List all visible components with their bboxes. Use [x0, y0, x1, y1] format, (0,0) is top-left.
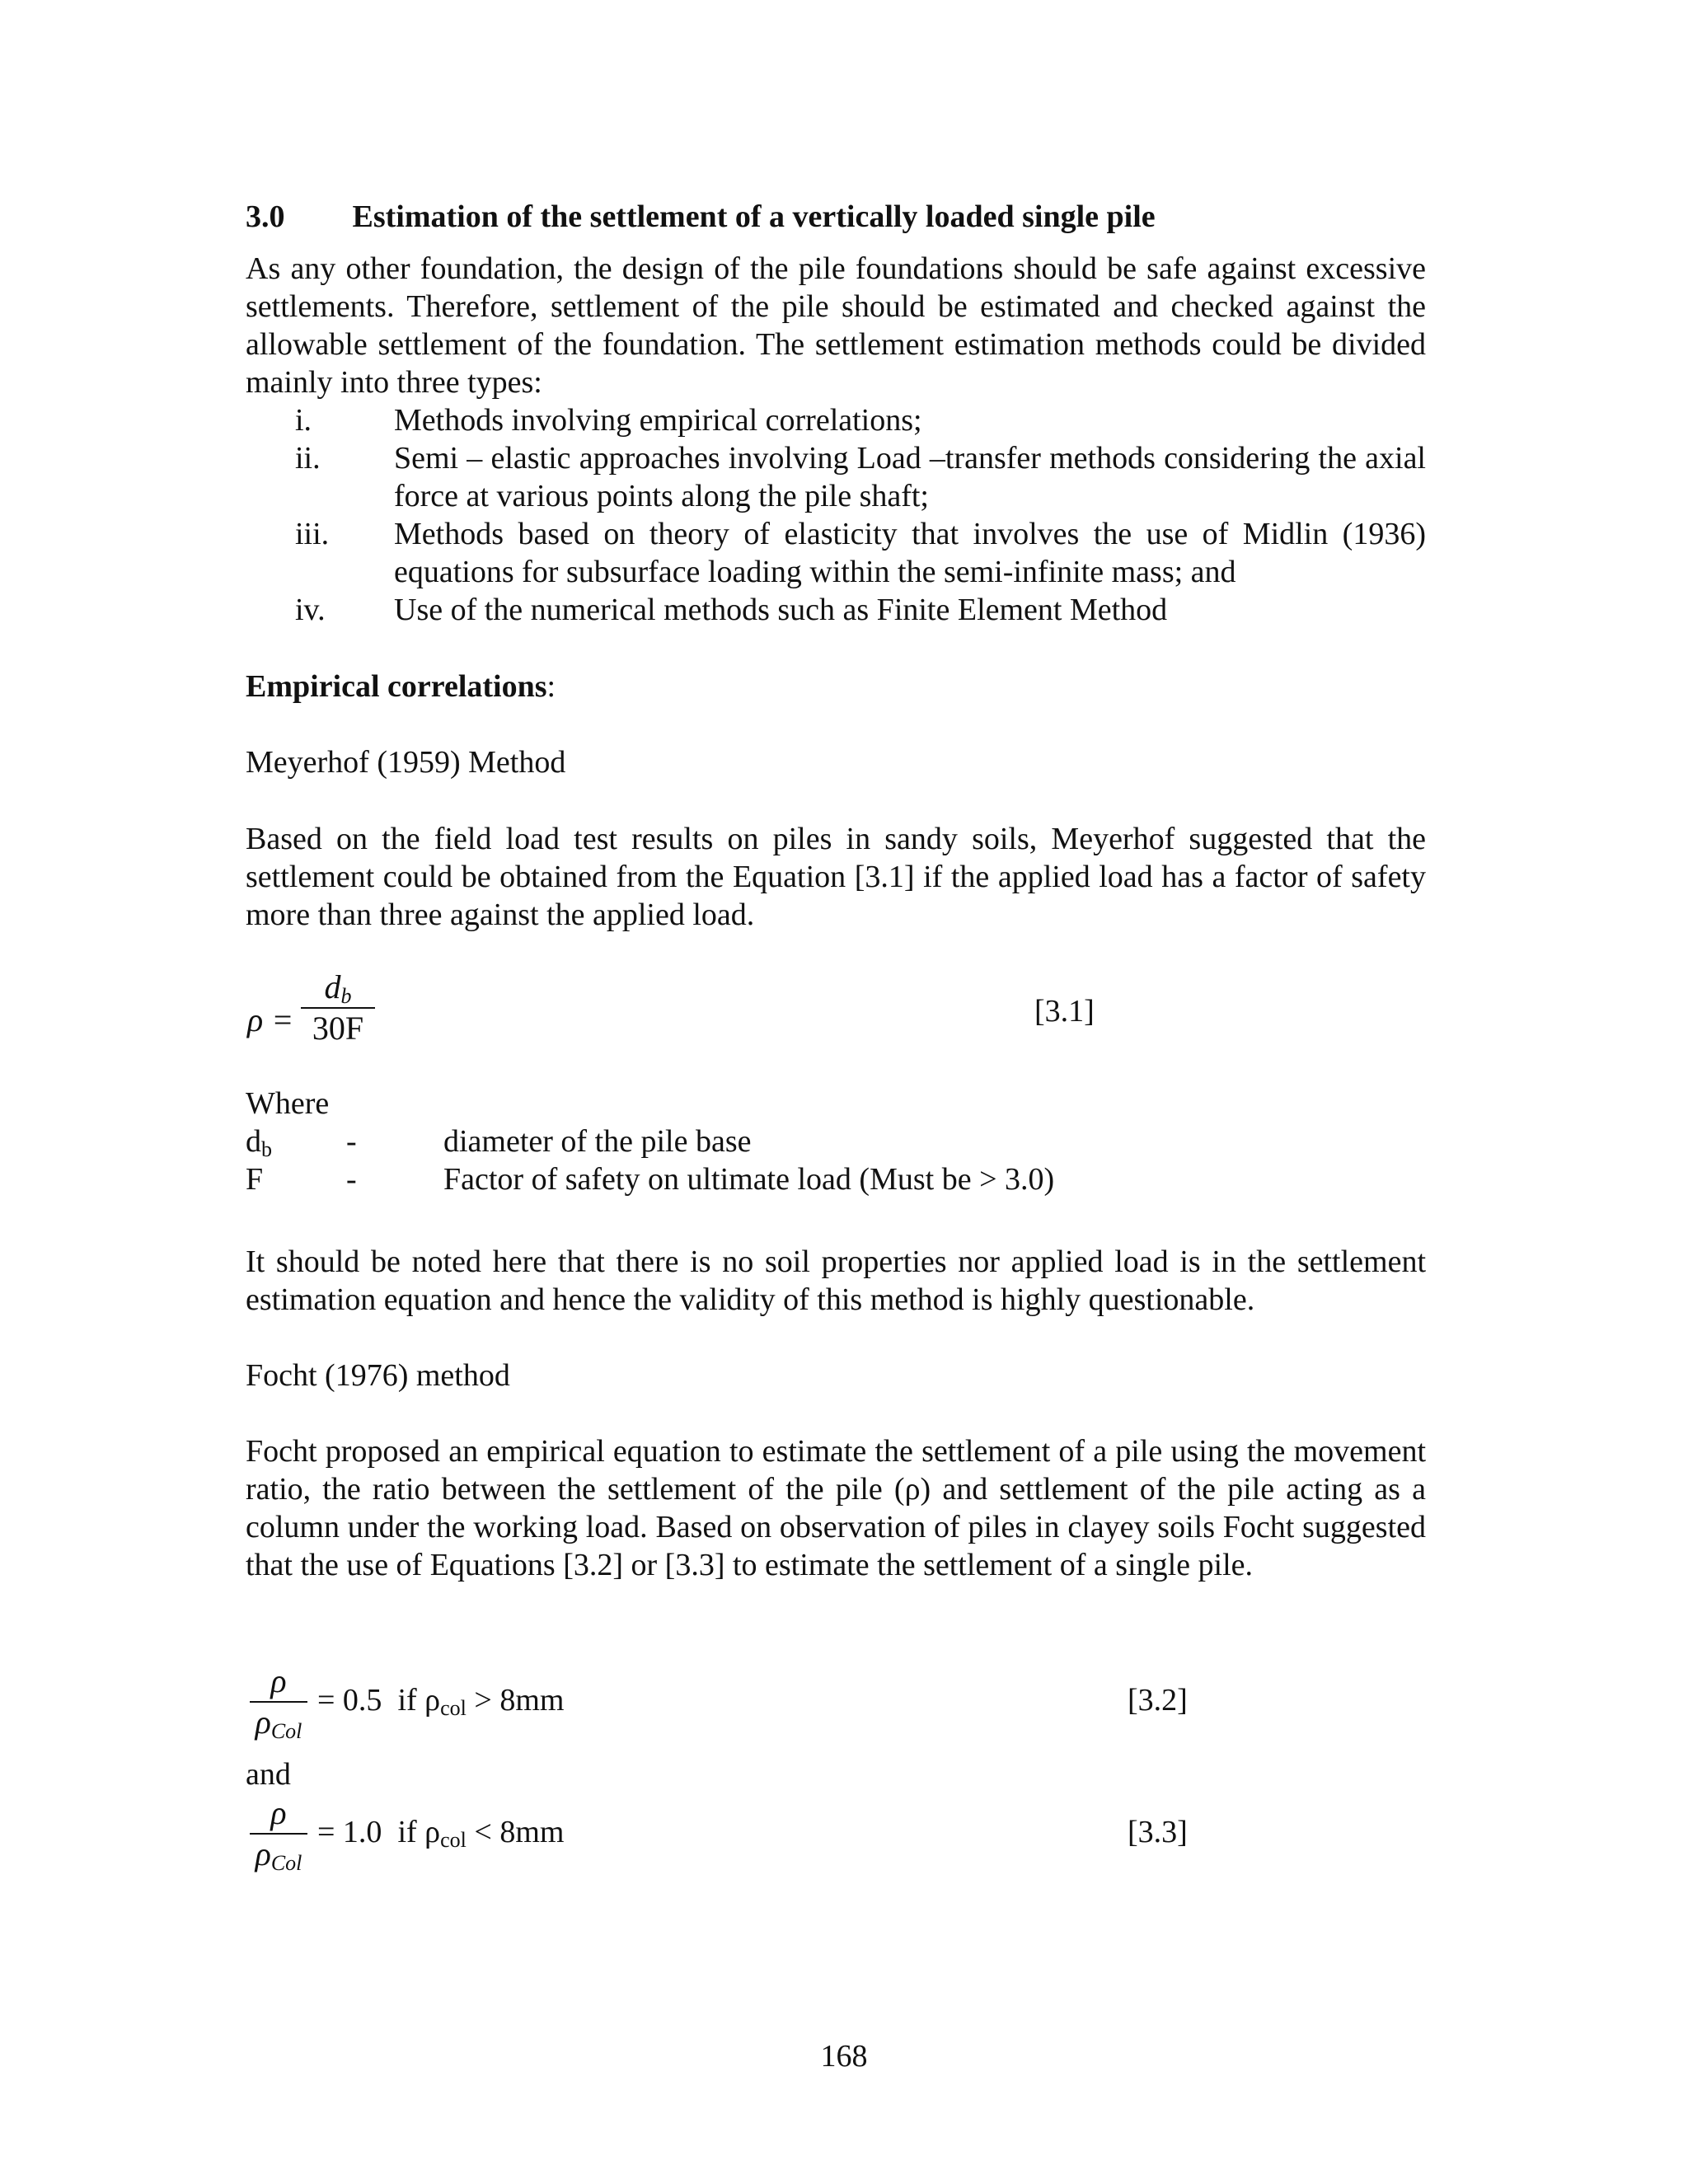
eq31-fraction: [301, 968, 375, 1047]
eq31-denominator: 30F: [312, 1010, 364, 1047]
empirical-heading-colon: :: [546, 669, 556, 704]
eq32-fraction: [250, 1662, 307, 1743]
list-item: [246, 439, 1426, 515]
definition-symbol: F: [246, 1162, 264, 1197]
fraction-bar: [250, 1701, 307, 1703]
definition-row: [246, 1122, 1426, 1160]
eq31-lhs: ρ =: [247, 1001, 294, 1038]
and-label: and: [246, 1757, 291, 1792]
where-label: Where: [246, 1086, 330, 1121]
list-item-text: Methods involving empirical correlations;: [394, 403, 922, 438]
list-marker: i.: [295, 403, 312, 438]
section-heading: [246, 198, 1424, 236]
meyerhof-paragraph: Based on the field load test results on piles in sandy soils, Meyerhof suggested that the settlement could be obtained from the Equation [3.1] if the applied load has a factor of safety more than three against the applied load.: [246, 822, 1426, 932]
list-marker: iii.: [295, 517, 330, 551]
eq33-label: [3.3]: [1128, 1815, 1188, 1849]
definition-symbol: $d_b$: [246, 1124, 272, 1161]
eq32-denominator: $\rho_{Col}$: [255, 1704, 302, 1743]
section-title: Estimation of the settlement of a vertically loaded single pile: [352, 199, 1156, 234]
meyerhof-title: Meyerhof (1959) Method: [246, 745, 566, 780]
eq32-numerator: ρ: [270, 1662, 287, 1699]
list-marker: iv.: [295, 593, 326, 627]
eq32-label: [3.2]: [1128, 1683, 1188, 1718]
definition-dash: -: [346, 1162, 357, 1197]
fraction-bar: [250, 1833, 307, 1835]
empirical-heading-text: Empirical correlations: [246, 669, 547, 704]
eq31-numerator: $d_b$: [324, 968, 352, 1008]
intro-paragraph: As any other foundation, the design of the pile foundations should be safe against excessive settlements. Therefore, settlement of the pile should be estimated and checked against the allowable settlement of the foundation. The settlement estimation methods could be divided mainly into three types:: [246, 251, 1426, 400]
list-item: [246, 591, 1426, 629]
definition-row: [246, 1160, 1426, 1198]
eq33-denominator: $\rho_{Col}$: [255, 1835, 302, 1875]
empirical-heading: [246, 668, 556, 705]
list-item: [246, 515, 1426, 591]
list-item-text: Semi – elastic approaches involving Load –transfer methods considering the axial force at various points along the pile shaft;: [394, 441, 1426, 513]
definition-dash: -: [346, 1124, 357, 1159]
meyerhof-note: It should be noted here that there is no soil properties nor applied load is in the settlement estimation equation and hence the validity of this method is highly questionable.: [246, 1244, 1426, 1317]
list-item-text: Methods based on theory of elasticity that involves the use of Midlin (1936) equations for subsurface loading within the semi-infinite mass; and: [394, 517, 1426, 589]
eq33-fraction: [250, 1794, 307, 1875]
eq32-rhs: = 0.5 if $\rho_{col} > 8mm$: [317, 1683, 565, 1720]
section-number: 3.0: [246, 199, 285, 234]
eq33-numerator: ρ: [270, 1794, 287, 1831]
list-item: [246, 401, 1426, 439]
definition-text: Factor of safety on ultimate load (Must be > 3.0): [443, 1162, 1055, 1197]
eq33-rhs: = 1.0 if $\rho_{col} < 8mm$: [317, 1815, 565, 1852]
eq31-label: [3.1]: [1034, 994, 1095, 1029]
list-item-text: Use of the numerical methods such as Finite Element Method: [394, 593, 1168, 627]
list-marker: ii.: [295, 441, 321, 476]
definition-text: diameter of the pile base: [443, 1124, 752, 1159]
methods-list: [246, 401, 1426, 629]
focht-paragraph: Focht proposed an empirical equation to estimate the settlement of a pile using the movement ratio, the ratio between the settlement of the pile (ρ) and settlement of the pile acting as a column under the working load. Based on observation of piles in clayey soils Focht suggested that the use of Equations [3.2] or [3.3] to estimate the settlement of a single pile.: [246, 1434, 1426, 1582]
fraction-bar: [301, 1007, 375, 1009]
page-number: 168: [820, 2039, 868, 2074]
focht-title: Focht (1976) method: [246, 1358, 510, 1393]
